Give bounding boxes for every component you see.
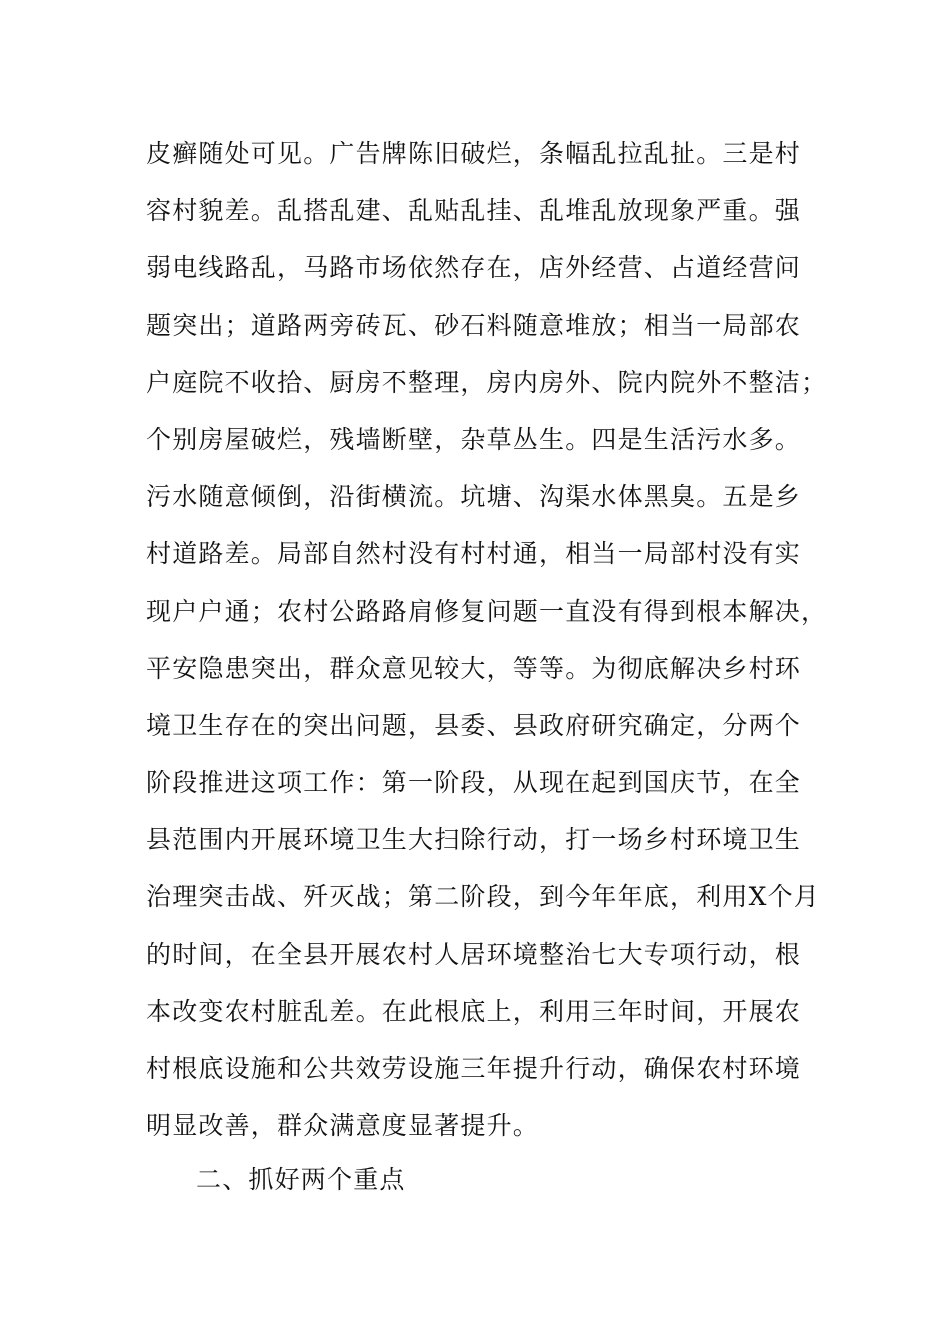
paragraph-line: 的时间，在全县开展农村人居环境整治七大专项行动，根 bbox=[146, 939, 802, 969]
paragraph-line: 县范围内开展环境卫生大扫除行动，打一场乡村环境卫生 bbox=[146, 825, 802, 855]
paragraph-line: 明显改善，群众满意度显著提升。 bbox=[146, 1111, 540, 1141]
paragraph-line: 本改变农村脏乱差。在此根底上，利用三年时间，开展农 bbox=[146, 996, 802, 1026]
paragraph-line: 境卫生存在的突出问题，县委、县政府研究确定，分两个 bbox=[146, 710, 802, 740]
paragraph-line: 村根底设施和公共效劳设施三年提升行动，确保农村环境 bbox=[146, 1054, 802, 1083]
paragraph-line: 弱电线路乱，马路市场依然存在，店外经营、占道经营问 bbox=[146, 253, 802, 283]
paragraph-line: 个别房屋破烂，残墙断壁，杂草丛生。四是生活污水多。 bbox=[146, 424, 802, 454]
paragraph-line: 容村貌差。乱搭乱建、乱贴乱挂、乱堆乱放现象严重。强 bbox=[146, 196, 802, 226]
body-paragraph bbox=[146, 132, 826, 1161]
paragraph-line: 治理突击战、歼灭战；第二阶段，到今年年底，利用X个月 bbox=[146, 882, 821, 912]
paragraph-line: 阶段推进这项工作：第一阶段，从现在起到国庆节，在全 bbox=[146, 768, 802, 798]
paragraph-line: 皮癣随处可见。广告牌陈旧破烂，条幅乱拉乱扯。三是村 bbox=[146, 139, 802, 168]
paragraph-line: 题突出；道路两旁砖瓦、砂石料随意堆放；相当一局部农 bbox=[146, 310, 802, 340]
paragraph-line: 平安隐患突出，群众意见较大，等等。为彻底解决乡村环 bbox=[146, 653, 802, 683]
paragraph-line: 现户户通；农村公路路肩修复问题一直没有得到根本解决， bbox=[146, 596, 828, 626]
paragraph-line: 户庭院不收拾、厨房不整理，房内房外、院内院外不整洁； bbox=[146, 367, 828, 397]
paragraph-line: 污水随意倾倒，沿街横流。坑塘、沟渠水体黑臭。五是乡 bbox=[146, 482, 802, 512]
section-heading: 二、抓好两个重点 bbox=[196, 1165, 406, 1194]
paragraph-line: 村道路差。局部自然村没有村村通，相当一局部村没有实 bbox=[146, 539, 802, 569]
